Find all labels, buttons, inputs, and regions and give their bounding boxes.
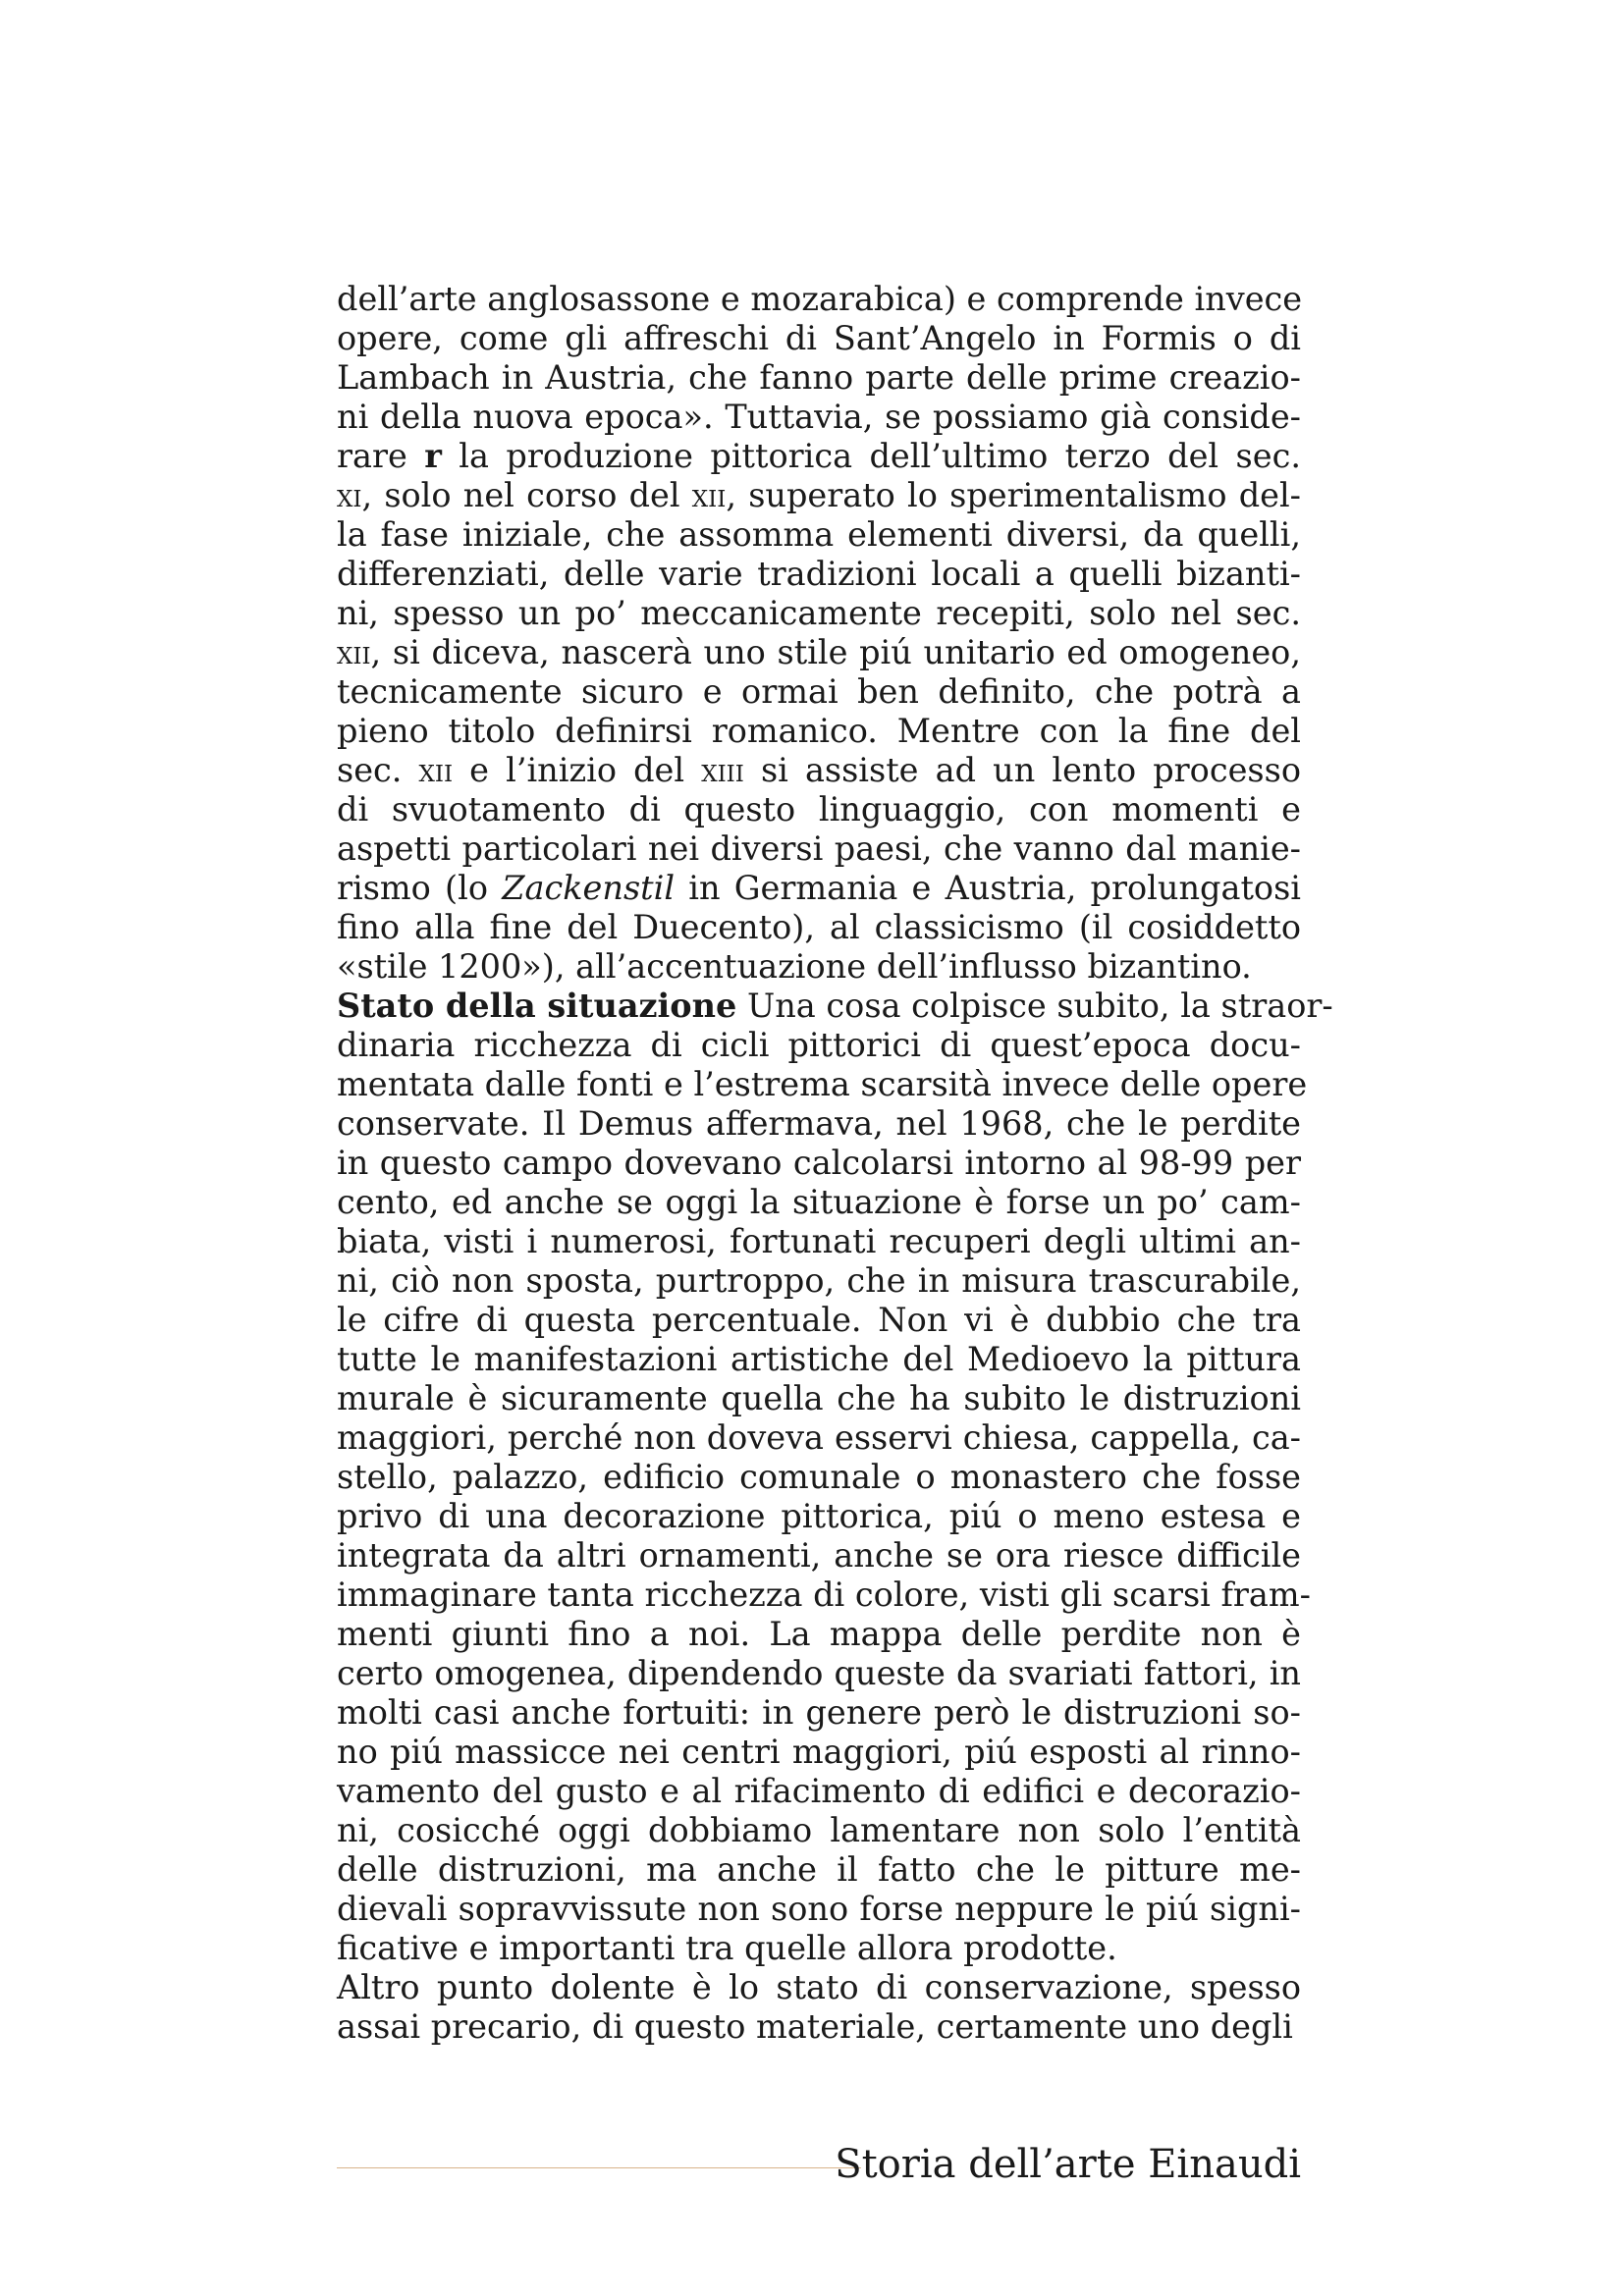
text-segment: menti giunti fino a noi. La mappa delle perdite non è <box>337 1615 1301 1653</box>
text-segment: integrata da altri ornamenti, anche se ora riesce difficile <box>337 1536 1301 1575</box>
text-line <box>337 712 1301 751</box>
text-segment: ni, spesso un po’ meccanicamente recepiti, solo nel sec. <box>337 594 1301 632</box>
text-segment: dinaria ricchezza di cicli pittorici di quest’epoca docu- <box>337 1026 1301 1064</box>
text-segment: maggiori, perché non doveva esservi chiesa, cappella, ca- <box>337 1418 1301 1457</box>
roman-numeral: xii <box>691 476 727 514</box>
text-segment: , si diceva, nascerà uno stile piú unitario ed omogeneo, <box>370 633 1301 671</box>
bold-text: Stato della situazione <box>337 987 737 1025</box>
text-segment: privo di una decorazione pittorica, piú o meno estesa e <box>337 1497 1301 1535</box>
text-line <box>337 1772 1301 1811</box>
text-line <box>337 1654 1301 1693</box>
text-segment: molti casi anche fortuiti: in genere però le distruzioni so- <box>337 1693 1301 1732</box>
text-line <box>337 869 1301 908</box>
text-line <box>337 1458 1301 1497</box>
text-segment: assai precario, di questo materiale, certamente uno degli <box>337 2007 1293 2046</box>
text-line <box>337 672 1301 712</box>
text-segment: si assiste ad un lento processo <box>743 751 1301 789</box>
text-line <box>337 1733 1301 1772</box>
text-segment: cento, ed anche se oggi la situazione è forse un po’ cam- <box>337 1183 1301 1221</box>
text-line <box>337 476 1301 515</box>
text-line <box>337 437 1301 476</box>
text-segment: tutte le manifestazioni artistiche del Medioevo la pittura <box>337 1340 1301 1378</box>
text-line <box>337 358 1301 398</box>
text-segment: ni della nuova epoca». Tuttavia, se possiamo già conside- <box>337 398 1301 436</box>
text-line <box>337 555 1301 594</box>
text-line <box>337 1575 1311 1615</box>
text-segment: sec. <box>337 751 419 789</box>
italic-text: Zackenstil <box>502 869 676 907</box>
text-line <box>337 1497 1301 1536</box>
text-segment: la produzione pittorica dell’ultimo terzo del sec. <box>441 437 1301 475</box>
text-segment: murale è sicuramente quella che ha subito le distruzioni <box>337 1379 1301 1417</box>
text-line <box>337 1261 1301 1301</box>
text-line <box>337 1222 1301 1261</box>
text-segment: Lambach in Austria, che fanno parte delle prime creazio- <box>337 358 1301 397</box>
text-line <box>337 987 1333 1026</box>
roman-numeral: xiii <box>701 751 744 789</box>
text-segment: biata, visti i numerosi, fortunati recuperi degli ultimi an- <box>337 1222 1301 1260</box>
text-line <box>337 829 1301 869</box>
text-segment: ni, ciò non sposta, purtroppo, che in misura trascurabile, <box>337 1261 1301 1300</box>
text-line <box>337 1968 1301 2007</box>
text-segment: , solo nel corso del <box>361 476 692 514</box>
text-segment: le cifre di questa percentuale. Non vi è dubbio che tra <box>337 1301 1301 1339</box>
body-text <box>337 280 1333 2047</box>
text-segment: ni, cosicché oggi dobbiamo lamentare non solo l’entità <box>337 1811 1301 1849</box>
text-segment: fino alla fine del Duecento), al classicismo (il cosiddetto <box>337 908 1301 946</box>
text-segment: , superato lo sperimentalismo del- <box>726 476 1301 514</box>
text-segment: dell’arte anglosassone e mozarabica) e comprende invece <box>337 280 1303 318</box>
text-line <box>337 1026 1301 1065</box>
text-segment: ficative e importanti tra quelle allora prodotte. <box>337 1929 1117 1967</box>
text-line <box>337 1615 1301 1654</box>
text-line <box>337 790 1301 829</box>
text-segment: rare <box>337 437 425 475</box>
text-segment: in questo campo dovevano calcolarsi intorno al 98-99 per <box>337 1144 1301 1182</box>
text-segment: differenziati, delle varie tradizioni locali a quelli bizanti- <box>337 555 1301 593</box>
text-segment: dievali sopravvissute non sono forse neppure le piú signi- <box>337 1890 1301 1928</box>
text-segment: Altro punto dolente è lo stato di conservazione, spesso <box>337 1968 1301 2006</box>
text-segment: no piú massicce nei centri maggiori, piú esposti al rinno- <box>337 1733 1301 1771</box>
text-line <box>337 1065 1308 1104</box>
text-segment: rismo (lo <box>337 869 503 907</box>
text-segment: delle distruzioni, ma anche il fatto che le pitture me- <box>337 1850 1301 1889</box>
roman-numeral: xii <box>418 751 454 789</box>
text-line <box>337 280 1301 319</box>
text-line <box>337 1144 1301 1183</box>
text-segment: «stile 1200»), all’accentuazione dell’influsso bizantino. <box>337 947 1252 986</box>
text-line <box>337 398 1301 437</box>
text-segment: opere, come gli affreschi di Sant’Angelo in Formis o di <box>337 319 1301 357</box>
roman-numeral: xi <box>337 476 362 514</box>
text-segment: conservate. Il Demus affermava, nel 1968, che le perdite <box>337 1104 1301 1143</box>
text-segment: di svuotamento di questo linguaggio, con momenti e <box>337 790 1301 828</box>
text-line <box>337 594 1301 633</box>
text-line <box>337 1811 1301 1850</box>
text-segment: aspetti particolari nei diversi paesi, che vanno dal manie- <box>337 829 1301 868</box>
text-line <box>337 1929 1301 1968</box>
text-line <box>337 1104 1301 1144</box>
text-segment: la fase iniziale, che assomma elementi diversi, da quelli, <box>337 515 1301 554</box>
text-line <box>337 908 1301 947</box>
text-line <box>337 1890 1301 1929</box>
text-line <box>337 2007 1301 2047</box>
bold-text: r <box>424 437 442 475</box>
text-line <box>337 1301 1301 1340</box>
text-segment: in Germania e Austria, prolungatosi <box>675 869 1301 907</box>
text-line <box>337 1183 1301 1222</box>
text-line <box>337 1850 1301 1890</box>
footer-rule <box>337 2167 861 2168</box>
text-segment: e l’inizio del <box>453 751 702 789</box>
text-segment: Una cosa colpisce subito, la straor- <box>736 987 1333 1025</box>
roman-numeral: xii <box>337 633 371 671</box>
text-segment: immaginare tanta ricchezza di colore, visti gli scarsi fram- <box>337 1575 1311 1614</box>
text-line <box>337 1536 1301 1575</box>
text-segment: pieno titolo definirsi romanico. Mentre con la fine del <box>337 712 1301 750</box>
text-segment: vamento del gusto e al rifacimento di edifici e decorazio- <box>337 1772 1301 1810</box>
text-line <box>337 947 1301 987</box>
text-line <box>337 1379 1301 1418</box>
text-segment: tecnicamente sicuro e ormai ben definito, che potrà a <box>337 672 1301 711</box>
text-line <box>337 515 1301 555</box>
text-segment: stello, palazzo, edificio comunale o monastero che fosse <box>337 1458 1301 1496</box>
text-line <box>337 1693 1301 1733</box>
text-segment: mentata dalle fonti e l’estrema scarsità invece delle opere <box>337 1065 1308 1103</box>
text-line <box>337 751 1301 790</box>
text-line <box>337 1340 1301 1379</box>
text-line <box>337 1418 1301 1458</box>
text-line <box>337 633 1301 672</box>
footer-series-title: Storia dell’arte Einaudi <box>835 2142 1301 2187</box>
text-segment: certo omogenea, dipendendo queste da svariati fattori, in <box>337 1654 1301 1692</box>
text-line <box>337 319 1301 358</box>
